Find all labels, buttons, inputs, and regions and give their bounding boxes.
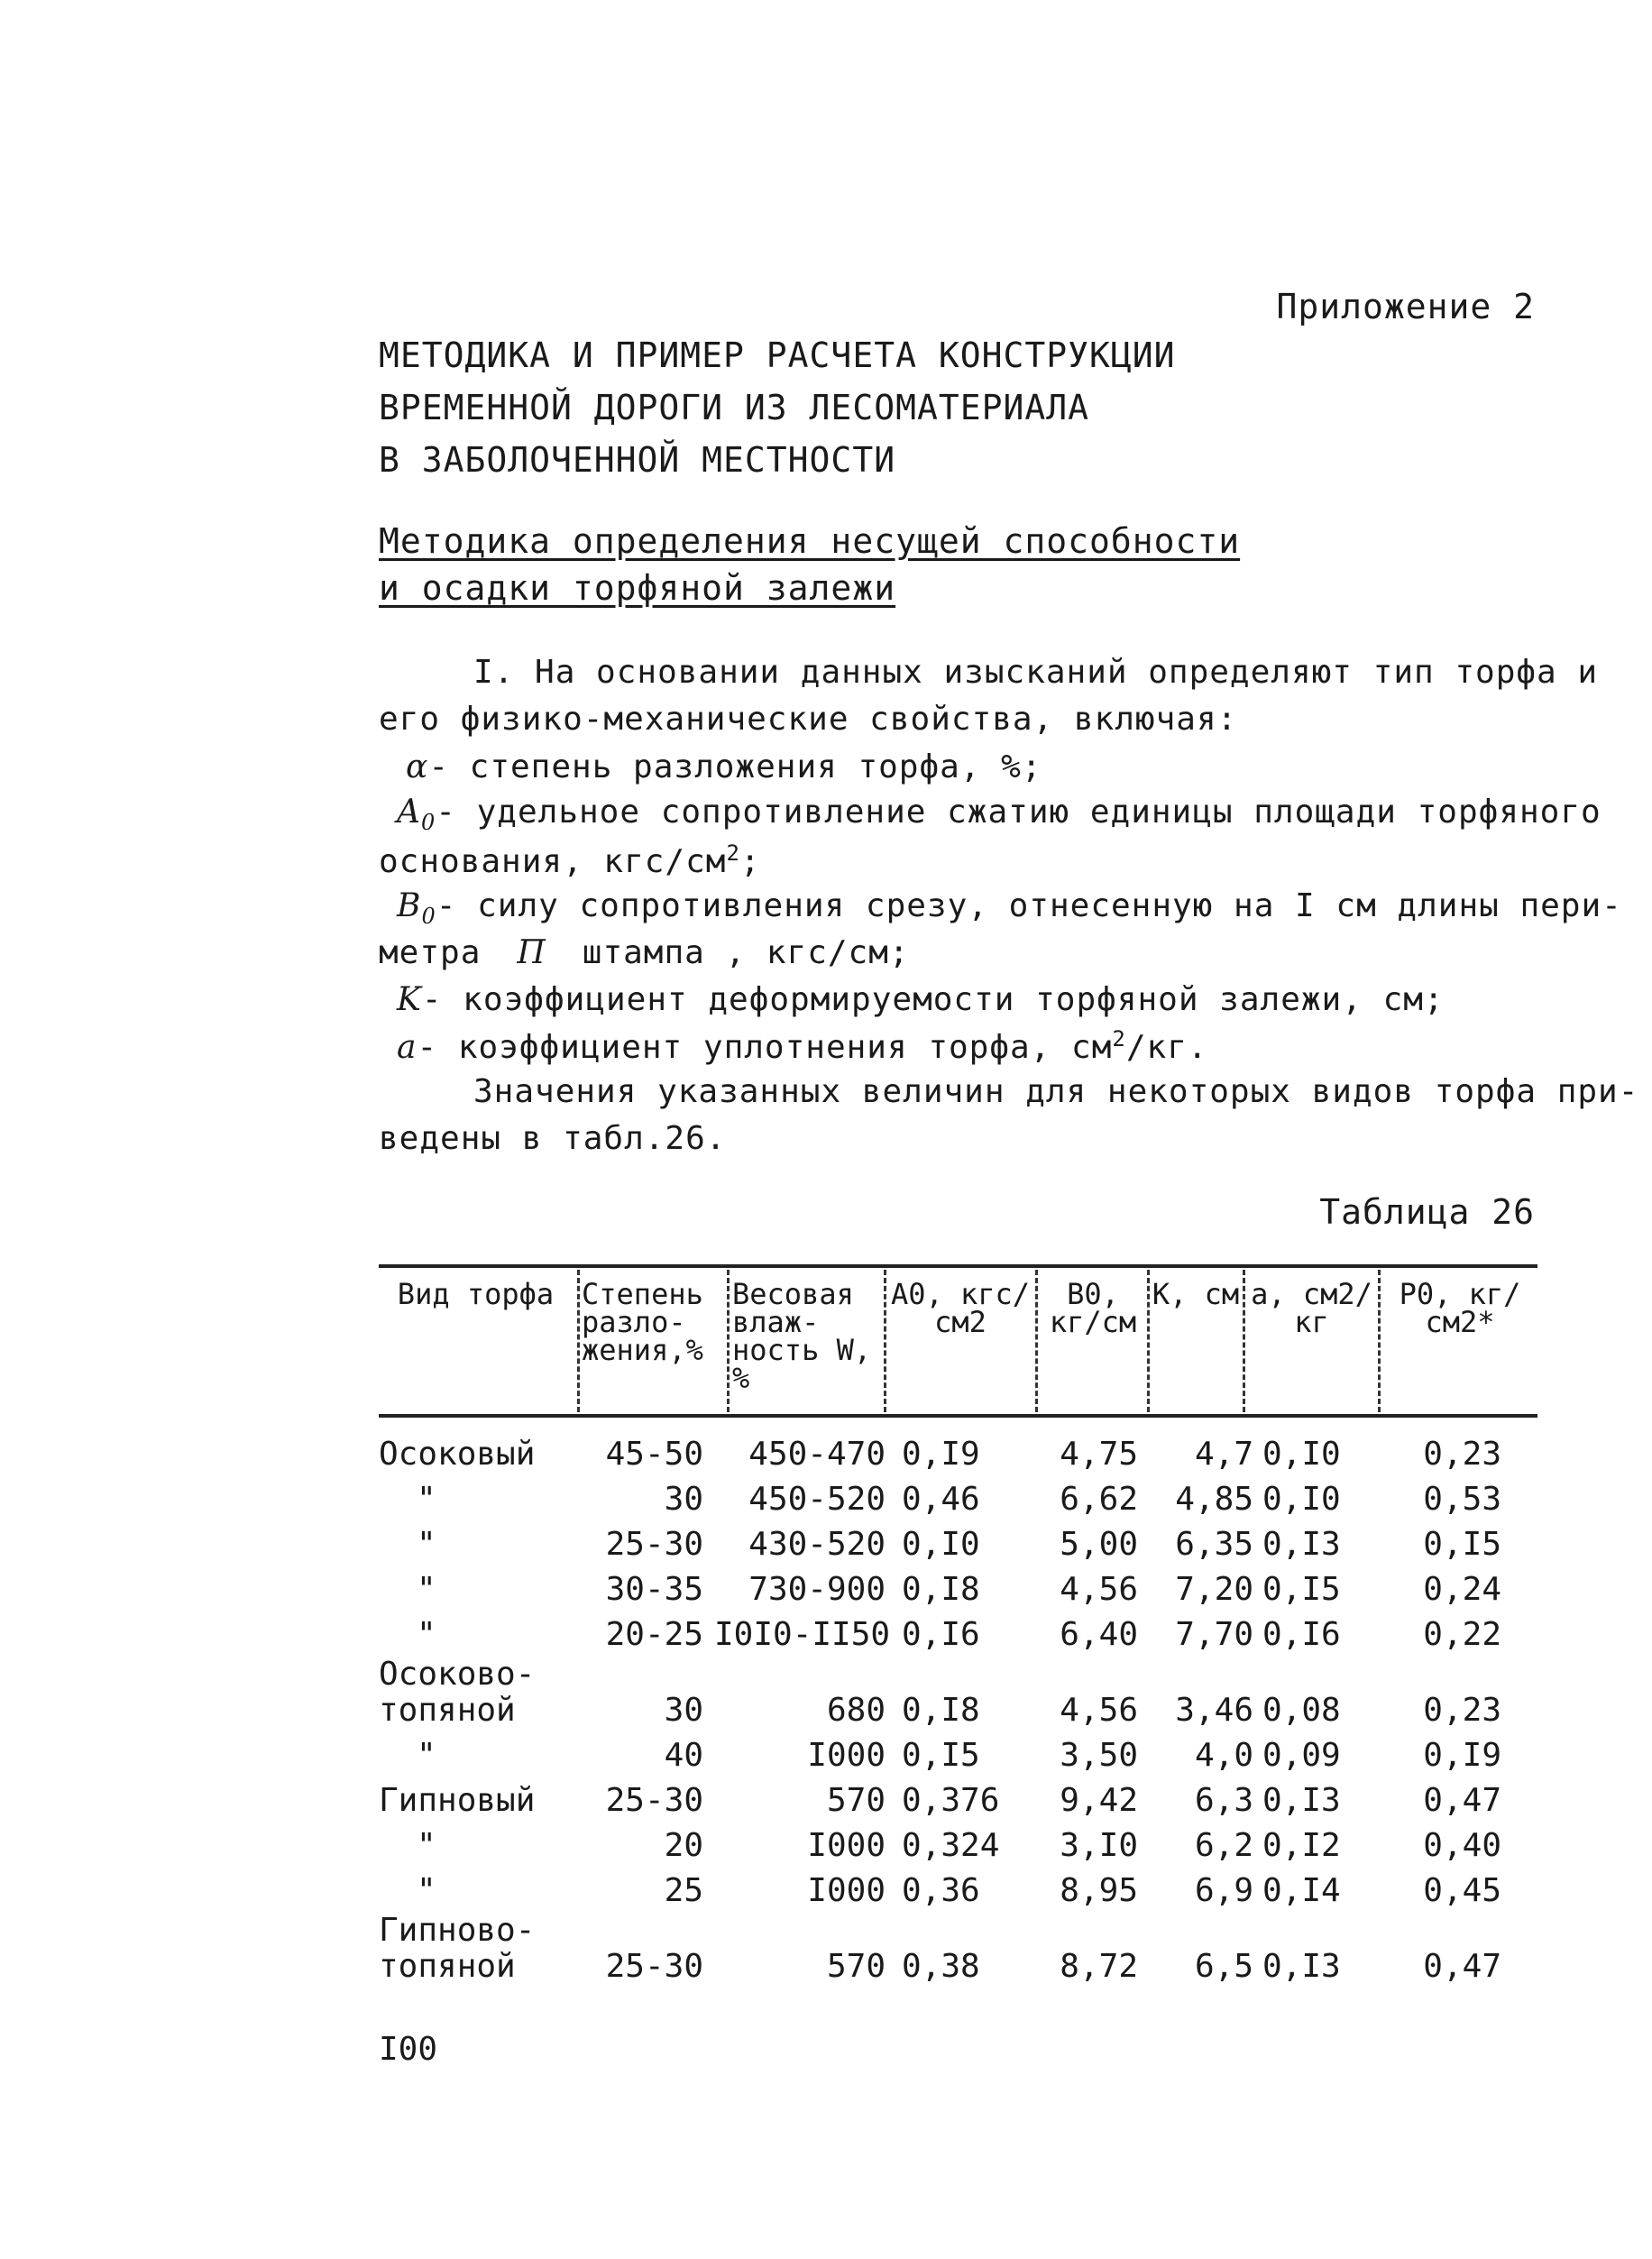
cell-degree: 25-30 — [605, 1782, 703, 1819]
table-header-rule — [379, 1414, 1537, 1418]
cell-k: 6,3 — [1194, 1782, 1253, 1819]
cell-a0: 0,36 — [902, 1872, 980, 1909]
cell-moisture: I0I0-II50 — [714, 1616, 891, 1653]
header-p0: P0, кг/см2* — [1399, 1277, 1521, 1339]
paragraph-1-line-2: его физико-механические свойства, включая: — [379, 701, 1238, 738]
cell-k: 4,85 — [1175, 1481, 1253, 1518]
appendix-label: Приложение 2 — [1276, 287, 1535, 326]
def-a0-line-2 — [379, 840, 761, 880]
cell-moisture: I000 — [807, 1827, 886, 1864]
def-k — [397, 981, 1445, 1018]
k-text: - коэффициент деформируемости торфяной залежи, см; — [421, 981, 1445, 1018]
cell-p0: 0,22 — [1423, 1616, 1501, 1653]
cell-p0: 0,23 — [1423, 1692, 1501, 1729]
cell-moisture: I000 — [807, 1872, 886, 1909]
column-divider — [1243, 1270, 1245, 1412]
subtitle-line-1: Методика определения несущей способности — [379, 521, 1241, 561]
cell-b0: 3,50 — [1060, 1737, 1138, 1774]
header-a: a, см2/кг — [1251, 1277, 1372, 1339]
column-divider — [884, 1270, 886, 1412]
cell-b0: 8,95 — [1060, 1872, 1138, 1909]
cell-type: " — [417, 1616, 436, 1653]
cell-type: Осоково- — [379, 1656, 536, 1693]
cell-a0: 0,38 — [902, 1948, 980, 1985]
a0-symbol: A — [397, 794, 421, 831]
cell-type: " — [417, 1526, 436, 1563]
title-line-3: В ЗАБОЛОЧЕННОЙ МЕСТНОСТИ — [379, 440, 896, 480]
cell-b0: 4,56 — [1060, 1692, 1138, 1729]
cell-a: 0,I5 — [1262, 1571, 1341, 1608]
cell-a: 0,I2 — [1262, 1827, 1341, 1864]
cell-p0: 0,47 — [1423, 1782, 1501, 1819]
alpha-symbol: α — [406, 748, 429, 785]
a-symbol: a — [397, 1029, 418, 1066]
cell-p0: 0,45 — [1423, 1872, 1501, 1909]
cell-k: 7,70 — [1175, 1616, 1253, 1653]
b0-line-2a: метра — [379, 934, 482, 971]
cell-a0: 0,324 — [902, 1827, 1000, 1864]
cell-degree: 25 — [664, 1872, 703, 1909]
cell-a0: 0,I6 — [902, 1616, 980, 1653]
cell-type: Гипново- — [379, 1912, 536, 1949]
cell-p0: 0,47 — [1423, 1948, 1501, 1985]
cell-a0: 0,I8 — [902, 1571, 980, 1608]
column-divider — [1378, 1270, 1381, 1412]
alpha-text: - степень разложения торфа, %; — [428, 748, 1042, 785]
b0-line-2b: штампа , кгс/см; — [582, 934, 910, 971]
def-a0 — [397, 794, 1602, 835]
def-a — [397, 1026, 1208, 1066]
cell-degree: 20 — [664, 1827, 703, 1864]
cell-p0: 0,53 — [1423, 1481, 1501, 1518]
cell-type: " — [417, 1827, 436, 1864]
cell-type: " — [417, 1481, 436, 1518]
cell-b0: 6,40 — [1060, 1616, 1138, 1653]
def-b0-line-2 — [379, 934, 910, 971]
cell-type: топяной — [379, 1692, 516, 1729]
cell-k: 6,5 — [1194, 1948, 1253, 1985]
cell-a0: 0,I5 — [902, 1737, 980, 1774]
pi-symbol: П — [517, 934, 546, 971]
cell-b0: 6,62 — [1060, 1481, 1138, 1518]
cell-moisture: 450-470 — [748, 1436, 886, 1473]
b0-symbol: B — [397, 887, 422, 924]
cell-moisture: I000 — [807, 1737, 886, 1774]
cell-type: " — [417, 1737, 436, 1774]
column-divider — [577, 1270, 580, 1412]
cell-degree: 30 — [664, 1481, 703, 1518]
cell-k: 6,35 — [1175, 1526, 1253, 1563]
cell-k: 4,0 — [1194, 1737, 1253, 1774]
cell-p0: 0,I5 — [1423, 1526, 1501, 1563]
cell-k: 3,46 — [1175, 1692, 1253, 1729]
cell-b0: 5,00 — [1060, 1526, 1138, 1563]
cell-b0: 3,I0 — [1060, 1827, 1138, 1864]
cell-type: " — [417, 1571, 436, 1608]
cell-type: Осоковый — [379, 1436, 536, 1473]
cell-p0: 0,40 — [1423, 1827, 1501, 1864]
cell-k: 6,2 — [1194, 1827, 1253, 1864]
column-divider — [1035, 1270, 1038, 1412]
cell-moisture: 570 — [826, 1948, 886, 1985]
cell-degree: 25-30 — [605, 1526, 703, 1563]
subtitle-line-2: и осадки торфяной залежи — [379, 568, 896, 608]
header-b0: B0, кг/см — [1049, 1277, 1137, 1339]
cell-moisture: 430-520 — [748, 1526, 886, 1563]
a0-text: - удельное сопротивление сжатию единицы площади торфяного — [436, 794, 1602, 831]
cell-a: 0,I0 — [1262, 1436, 1341, 1473]
k-symbol: K — [397, 981, 422, 1018]
column-divider — [1147, 1270, 1150, 1412]
a-superscript: 2 — [1112, 1026, 1126, 1051]
cell-k: 6,9 — [1194, 1872, 1253, 1909]
page-number: I00 — [379, 2031, 438, 2068]
cell-type: Гипновый — [379, 1782, 536, 1819]
def-alpha — [406, 748, 1042, 785]
table-top-rule — [379, 1264, 1537, 1268]
cell-b0: 4,75 — [1060, 1436, 1138, 1473]
header-type: Вид торфа — [397, 1277, 555, 1311]
cell-degree: 25-30 — [605, 1948, 703, 1985]
header-moisture: Весовая влаж- ность W, % — [732, 1277, 872, 1395]
paragraph-2-line-2: ведены в табл.26. — [379, 1120, 727, 1157]
cell-a: 0,I3 — [1262, 1948, 1341, 1985]
cell-a: 0,I0 — [1262, 1481, 1341, 1518]
a0-superscript: 2 — [726, 840, 740, 866]
cell-degree: 30-35 — [605, 1571, 703, 1608]
paragraph-1-line-1: I. На основании данных изысканий определяют тип торфа и — [473, 654, 1599, 691]
cell-a: 0,09 — [1262, 1737, 1341, 1774]
b0-subscript: 0 — [421, 904, 436, 930]
cell-a0: 0,376 — [902, 1782, 1000, 1819]
cell-a: 0,08 — [1262, 1692, 1341, 1729]
cell-b0: 8,72 — [1060, 1948, 1138, 1985]
cell-type: " — [417, 1872, 436, 1909]
cell-moisture: 450-520 — [748, 1481, 886, 1518]
cell-a0: 0,46 — [902, 1481, 980, 1518]
cell-a: 0,I3 — [1262, 1782, 1341, 1819]
a-text: - коэффициент уплотнения торфа, см — [417, 1029, 1113, 1066]
a0-subscript: 0 — [421, 810, 436, 836]
cell-a0: 0,I8 — [902, 1692, 980, 1729]
cell-b0: 4,56 — [1060, 1571, 1138, 1608]
a0-end: ; — [739, 843, 761, 880]
cell-degree: 30 — [664, 1692, 703, 1729]
cell-moisture: 730-900 — [748, 1571, 886, 1608]
cell-a0: 0,I0 — [902, 1526, 980, 1563]
cell-a: 0,I6 — [1262, 1616, 1341, 1653]
cell-k: 4,7 — [1194, 1436, 1253, 1473]
a0-line-2-text: основания, кгс/см — [379, 843, 727, 880]
cell-p0: 0,24 — [1423, 1571, 1501, 1608]
cell-degree: 20-25 — [605, 1616, 703, 1653]
header-degree: Степень разло- жения,% — [582, 1277, 703, 1367]
cell-b0: 9,42 — [1060, 1782, 1138, 1819]
column-divider — [727, 1270, 730, 1412]
header-a0: A0, кгс/см2 — [890, 1277, 1031, 1339]
table-caption: Таблица 26 — [1319, 1192, 1535, 1232]
cell-a0: 0,I9 — [902, 1436, 980, 1473]
title-line-2: ВРЕМЕННОЙ ДОРОГИ ИЗ ЛЕСОМАТЕРИАЛА — [379, 388, 1089, 427]
cell-p0: 0,I9 — [1423, 1737, 1501, 1774]
cell-moisture: 680 — [826, 1692, 886, 1729]
def-b0 — [397, 887, 1622, 929]
cell-k: 7,20 — [1175, 1571, 1253, 1608]
cell-type: топяной — [379, 1948, 516, 1985]
cell-moisture: 570 — [826, 1782, 886, 1819]
a-end: /кг. — [1125, 1029, 1208, 1066]
b0-text: - силу сопротивления срезу, отнесенную на I см длины пери- — [436, 887, 1622, 924]
cell-a: 0,I3 — [1262, 1526, 1341, 1563]
title-line-1: МЕТОДИКА И ПРИМЕР РАСЧЕТА КОНСТРУКЦИИ — [379, 335, 1176, 375]
cell-a: 0,I4 — [1262, 1872, 1341, 1909]
paragraph-2-line-1: Значения указанных величин для некоторых видов торфа при- — [473, 1073, 1639, 1110]
header-k: K, см — [1152, 1277, 1240, 1311]
cell-degree: 45-50 — [605, 1436, 703, 1473]
cell-p0: 0,23 — [1423, 1436, 1501, 1473]
cell-degree: 40 — [664, 1737, 703, 1774]
